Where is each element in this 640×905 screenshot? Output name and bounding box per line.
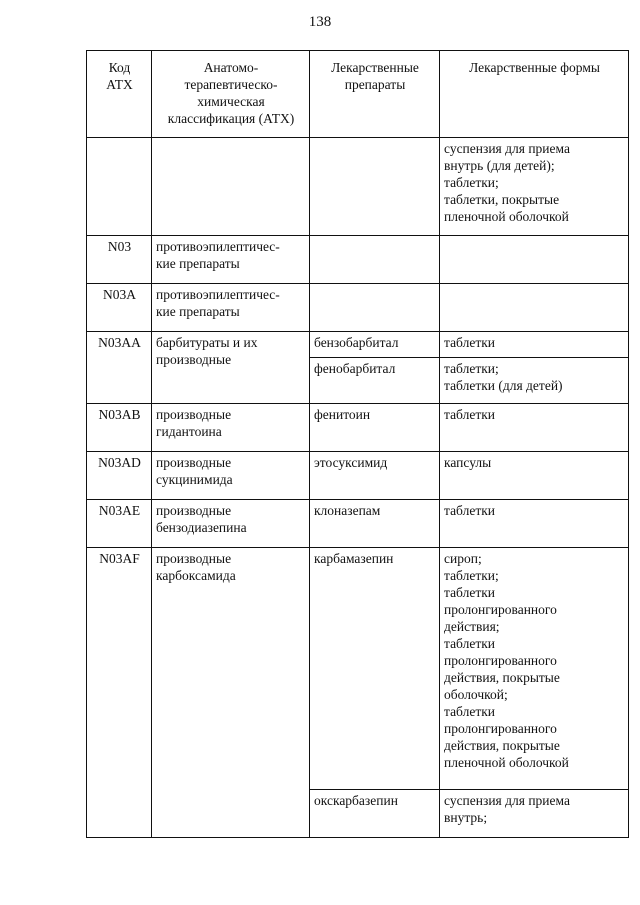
table-header-row [87, 51, 629, 138]
cell-classification: производные гидантоина [152, 404, 310, 452]
cell-code: N03AD [87, 452, 152, 500]
cell-forms: таблетки; таблетки (для детей) [440, 358, 629, 404]
cell-drug [310, 236, 440, 284]
cell-drug: бензобарбитал [310, 332, 440, 358]
atc-table [86, 50, 629, 838]
cell-forms: капсулы [440, 452, 629, 500]
table-row [87, 548, 629, 790]
cell-forms: сироп; таблетки; таблетки пролонгированного действия; таблетки пролонгированного действия, покрытые оболочкой; таблетки пролонгированного действия, покрытые пленочной оболочкой [440, 548, 629, 790]
header-classification: Анатомо- терапевтическо- химическая классификация (АТХ) [152, 51, 310, 138]
header-drugs: Лекарственные препараты [310, 51, 440, 138]
cell-classification: производные карбоксамида [152, 548, 310, 838]
table-row [87, 284, 629, 332]
cell-forms: таблетки [440, 332, 629, 358]
cell-classification: производные бензодиазепина [152, 500, 310, 548]
table-row [87, 500, 629, 548]
cell-classification: барбитураты и их производные [152, 332, 310, 404]
table-row [87, 332, 629, 358]
cell-drug: карбамазепин [310, 548, 440, 790]
table-row [87, 236, 629, 284]
cell-classification: противоэпилептичес- кие препараты [152, 236, 310, 284]
cell-forms: таблетки [440, 404, 629, 452]
cell-code [87, 138, 152, 236]
cell-classification: производные сукцинимида [152, 452, 310, 500]
cell-code: N03AA [87, 332, 152, 404]
table-row [87, 138, 629, 236]
header-code: Код АТХ [87, 51, 152, 138]
cell-code: N03AE [87, 500, 152, 548]
cell-drug [310, 284, 440, 332]
cell-code: N03 [87, 236, 152, 284]
cell-drug: клоназепам [310, 500, 440, 548]
cell-drug: фенитоин [310, 404, 440, 452]
cell-forms [440, 236, 629, 284]
cell-classification: противоэпилептичес- кие препараты [152, 284, 310, 332]
page-number: 138 [308, 14, 332, 30]
header-forms: Лекарственные формы [440, 51, 629, 138]
cell-code: N03A [87, 284, 152, 332]
cell-classification [152, 138, 310, 236]
cell-forms [440, 284, 629, 332]
cell-drug: фенобарбитал [310, 358, 440, 404]
table-row [87, 404, 629, 452]
cell-drug: этосуксимид [310, 452, 440, 500]
cell-forms: суспензия для приема внутрь; [440, 790, 629, 838]
cell-drug [310, 138, 440, 236]
cell-forms: суспензия для приема внутрь (для детей); таблетки; таблетки, покрытые пленочной оболочкой [440, 138, 629, 236]
table-row [87, 452, 629, 500]
cell-code: N03AB [87, 404, 152, 452]
cell-drug: окскарбазепин [310, 790, 440, 838]
cell-code: N03AF [87, 548, 152, 838]
cell-forms: таблетки [440, 500, 629, 548]
